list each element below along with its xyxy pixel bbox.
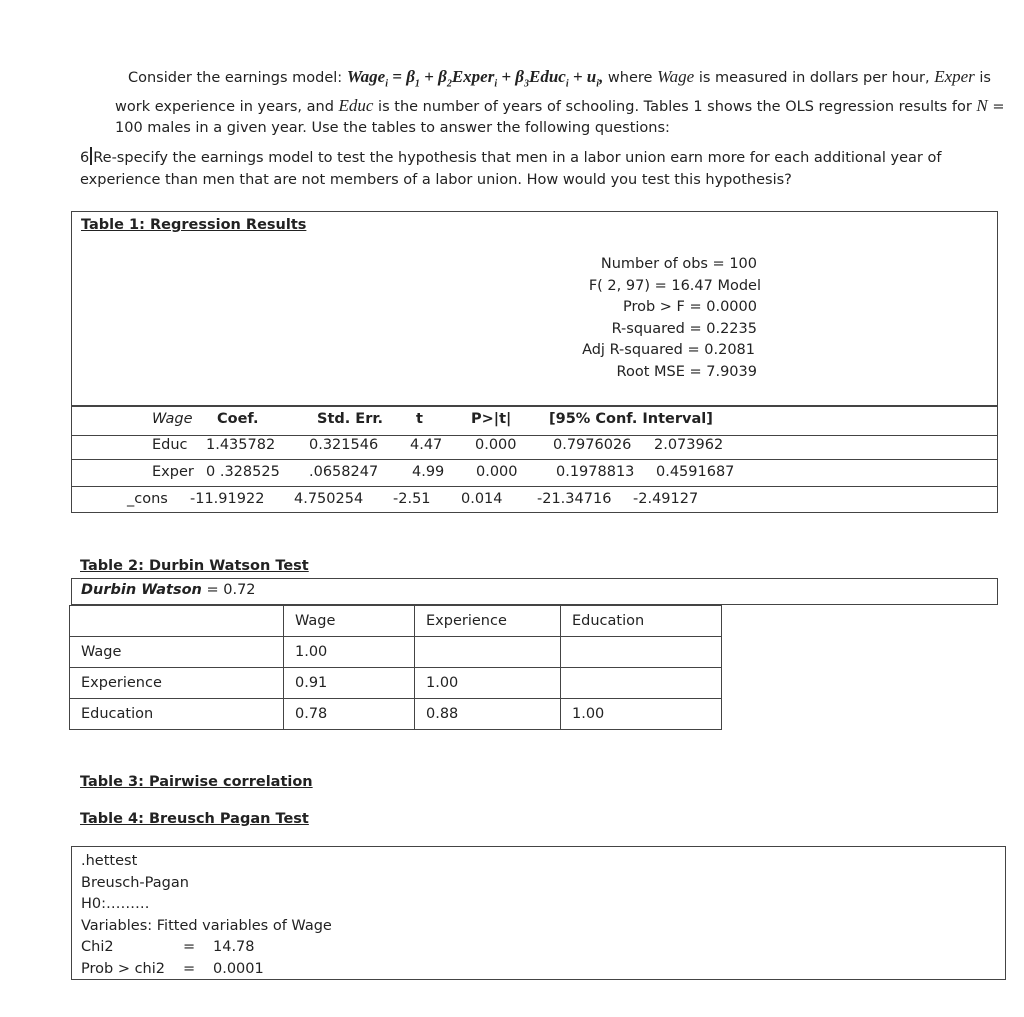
table-row: Experience 0.91 1.00 [70, 668, 722, 699]
header-wage: Wage [152, 411, 193, 427]
var-wage: Wage [657, 67, 695, 86]
chi2-value: 14.78 [213, 939, 255, 955]
table-row: _cons -11.91922 4.750254 -2.51 0.014 -21.34716 -2.49127 [127, 491, 699, 507]
model-stats [582, 254, 761, 383]
stat-nobs: Number of obs = 100 [600, 256, 757, 272]
header-stderr: Std. Err. [317, 411, 383, 427]
col-header-wage: Wage [284, 606, 415, 637]
table-1-title: Table 1: Regression Results [81, 217, 307, 233]
question-number: 6 [80, 150, 90, 166]
variables-line: Variables: Fitted variables of Wage [81, 917, 332, 934]
prob-chi2-value: 0.0001 [213, 960, 264, 977]
chi2-row: Chi2 = 14.78 [81, 937, 1005, 959]
null-hypothesis: H0:……… [81, 896, 150, 912]
table-4-title: Table 4: Breusch Pagan Test [80, 811, 309, 827]
table-row: Wage 1.00 [70, 637, 722, 668]
table-2-title: Table 2: Durbin Watson Test [80, 558, 309, 574]
stat-rsq: R-squared = 0.2235 [611, 320, 757, 337]
table-row: Exper 0 .328525 .0658247 4.99 0.000 0.1978813 0.4591687 [72, 460, 997, 487]
prob-chi2-row: Prob > chi2 = 0.0001 [81, 959, 1005, 981]
header-conf-interval: [95% Conf. Interval] [549, 411, 713, 427]
var-educ: Educ [338, 95, 374, 115]
stat-rmse: Root MSE = 7.9039 [616, 363, 757, 380]
stat-f: F( 2, 97) = 16.47 Model [588, 277, 761, 294]
intro-paragraph: Consider the earnings model: Wage$_i$ = $\beta_1$ + $\beta_2Exper_i$ + $\beta_3Educ_i + u_i$, where Wage is measured in dollars per hour, Exper is work experience in years, and Educ is the number of years of schooling. Tables 1 shows the OLS regression results for N = 100 males in a given year. Use the tables to answer the following questions: [115, 67, 1005, 137]
col-header-education: Education [561, 606, 722, 637]
durbin-watson-value: = 0.72 [201, 582, 256, 598]
text-cursor [90, 147, 92, 165]
table-row [70, 606, 722, 637]
test-name: Breusch-Pagan [81, 874, 189, 891]
table-row: Education 0.78 0.88 1.00 [70, 699, 722, 730]
intro-text-1: Consider the earnings model: [128, 70, 347, 86]
question-6[interactable] [80, 147, 980, 191]
breusch-pagan-box [71, 846, 1006, 980]
col-header-experience: Experience [415, 606, 561, 637]
model-equation: Wage$_i$ = $\beta_1$ + $\beta_2Exper_i$ + $\beta_3Educ_i + u_i$, [346, 67, 604, 90]
question-text: Re-specify the earnings model to test the hypothesis that men in a labor union earn more for each additional year of experience than men that are not members of a labor union. How would you test this hypothesis? [80, 150, 942, 188]
regression-header-row [72, 405, 997, 436]
table-row: Educ 1.435782 0.321546 4.47 0.000 0.7976026 2.073962 [72, 433, 997, 460]
var-exper: Exper [934, 67, 975, 86]
header-coef: Coef. [217, 411, 259, 427]
table-1-regression-results [71, 211, 998, 513]
stat-prob-f: Prob > F = 0.0000 [622, 299, 757, 315]
correlation-table [69, 605, 722, 730]
header-t: t [416, 411, 423, 427]
hettest-command: .hettest [81, 853, 138, 869]
table-3-title: Table 3: Pairwise correlation [80, 774, 313, 790]
durbin-watson-label: Durbin Watson [81, 582, 202, 598]
stat-adj-rsq: Adj R-squared = 0.2081 [582, 342, 755, 358]
var-n: N [976, 95, 988, 115]
header-p: P>|t| [471, 411, 512, 427]
durbin-watson-box [71, 578, 998, 605]
